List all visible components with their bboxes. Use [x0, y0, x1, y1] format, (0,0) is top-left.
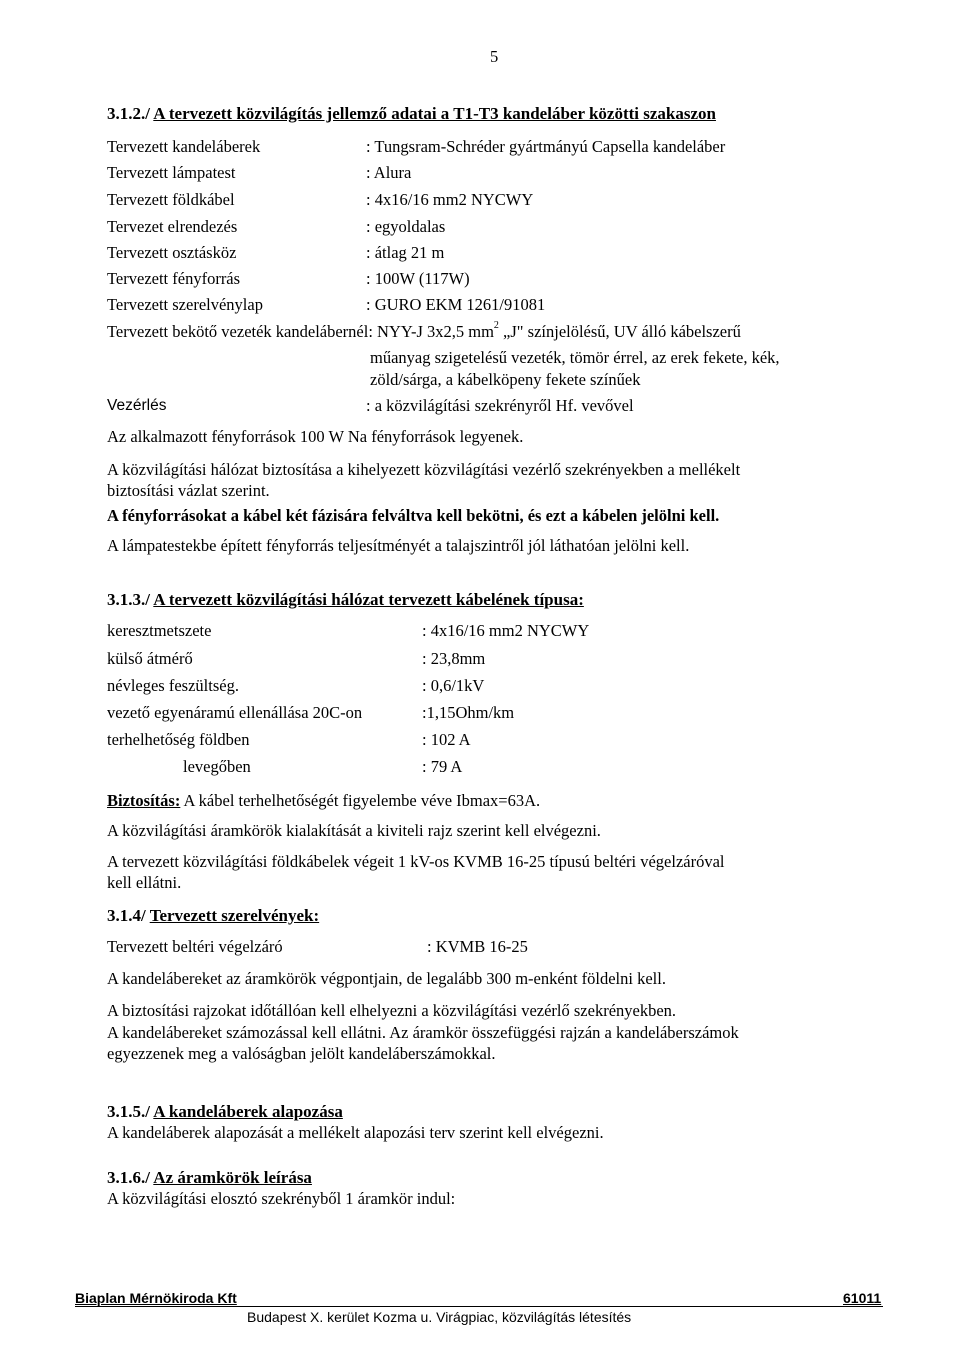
- row-label: külső átmérő: [107, 649, 193, 668]
- section-314-title: Tervezett szerelvények:: [149, 906, 320, 925]
- bekoto-line-3: zöld/sárga, a kábelköpeny fekete színűek: [370, 370, 641, 389]
- paragraph-rajzok: A biztosítási rajzokat időtállóan kell elhelyezni a közvilágítási vezérlő szekrényekben.: [107, 1001, 677, 1020]
- row-value: : 4x16/16 mm2 NYCWY: [422, 621, 590, 640]
- paragraph-aramkorok: A közvilágítási áramkörök kialakítását a kiviteli rajz szerint kell elvégezni.: [107, 821, 601, 840]
- row-label: Tervezett fényforrás: [107, 269, 241, 288]
- row-value: : 100W (117W): [366, 269, 470, 288]
- biztositas-text: A kábel terhelhetőségét figyelembe véve Ibmax=63A.: [180, 791, 541, 810]
- row-label: Tervezett földkábel: [107, 190, 235, 209]
- section-312-heading: [107, 104, 716, 124]
- section-313-title: A tervezett közvilágítási hálózat tervezett kábelének típusa:: [153, 590, 584, 609]
- footer-rule: [75, 1306, 883, 1307]
- paragraph-vegelzaro-1: A tervezett közvilágítási földkábelek végeit 1 kV-os KVMB 16-25 típusú beltéri végelzáróval: [107, 852, 725, 871]
- paragraph-szamozas-2: egyezzenek meg a valóságban jelölt kandeláberszámokkal.: [107, 1044, 496, 1063]
- section-312-number: 3.1.2./: [107, 104, 150, 123]
- paragraph-bekotes-bold: A fényforrásokat a kábel két fázisára felváltva kell bekötni, és ezt a kábelen jelölni kell.: [107, 506, 720, 525]
- paragraph-foldeles: A kandelábereket az áramkörök végpontjain, de legalább 300 m-enként földelni kell.: [107, 969, 666, 988]
- vezerles-label: Vezérlés: [107, 397, 167, 414]
- row-label: Tervezet elrendezés: [107, 217, 238, 236]
- section-315-number: 3.1.5./: [107, 1102, 150, 1121]
- footer-company: Biaplan Mérnökiroda Kft: [75, 1290, 237, 1306]
- bekoto-line-1: [107, 320, 741, 342]
- paragraph-fenyforras: Az alkalmazott fényforrások 100 W Na fényforrások legyenek.: [107, 427, 524, 446]
- row-value: : átlag 21 m: [366, 243, 445, 262]
- paragraph-aramkor-leiras: A közvilágítási elosztó szekrényből 1 áramkör indul:: [107, 1189, 456, 1208]
- paragraph-biztositas-1: A közvilágítási hálózat biztosítása a kihelyezett közvilágítási vezérlő szekrényekben a mellékelt: [107, 460, 741, 479]
- row-label: Tervezett szerelvénylap: [107, 295, 263, 314]
- row-label: keresztmetszete: [107, 621, 212, 640]
- row-label: vezető egyenáramú ellenállása 20C-on: [107, 703, 363, 722]
- row-value: : 23,8mm: [422, 649, 486, 668]
- biztositas-paragraph: [107, 792, 540, 811]
- section-313-number: 3.1.3./: [107, 590, 150, 609]
- paragraph-vegelzaro-2: kell ellátni.: [107, 873, 182, 892]
- row-value: : Tungsram-Schréder gyártmányú Capsella kandeláber: [366, 137, 726, 156]
- row-label: névleges feszültség.: [107, 676, 239, 695]
- paragraph-alapozas: A kandeláberek alapozását a mellékelt alapozási terv szerint kell elvégezni.: [107, 1123, 604, 1142]
- row-value: : 4x16/16 mm2 NYCWY: [366, 190, 534, 209]
- row-label: Tervezett osztásköz: [107, 243, 237, 262]
- paragraph-biztositas-2: biztosítási vázlat szerint.: [107, 481, 270, 500]
- row-value: : 102 A: [422, 730, 471, 749]
- row-label: levegőben: [183, 757, 251, 776]
- row-label: Tervezett lámpatest: [107, 163, 236, 182]
- section-312-title: A tervezett közvilágítás jellemző adatai a T1-T3 kandeláber közötti szakaszon: [153, 104, 716, 123]
- section-316-title: Az áramkörök leírása: [153, 1168, 312, 1187]
- vegelzaro-value: : KVMB 16-25: [427, 937, 528, 956]
- paragraph-szamozas-1: A kandelábereket számozással kell ellátni. Az áramkör összefüggési rajzán a kandeláberszámok: [107, 1023, 739, 1042]
- paragraph-lampatest: A lámpatestekbe épített fényforrás teljesítményét a talajszintről jól láthatóan jelölni kell.: [107, 536, 690, 555]
- bekoto-line-2: műanyag szigetelésű vezeték, tömör érrel, az erek fekete, kék,: [370, 348, 780, 367]
- bekoto-text-b: „J" színjelölésű, UV álló kábelszerű: [498, 322, 741, 341]
- section-315-heading: [107, 1102, 343, 1122]
- section-314-number: 3.1.4/: [107, 906, 146, 925]
- vezerles-value: : a közvilágítási szekrényről Hf. vevővel: [366, 396, 634, 415]
- section-314-heading: [107, 906, 319, 926]
- row-value: : 0,6/1kV: [422, 676, 485, 695]
- row-value: : GURO EKM 1261/91081: [366, 295, 546, 314]
- row-value: : Alura: [366, 163, 412, 182]
- bekoto-superscript: 2: [493, 320, 499, 331]
- row-value: :1,15Ohm/km: [422, 703, 515, 722]
- page-number: 5: [490, 47, 499, 66]
- footer-doc-number: 61011: [843, 1290, 882, 1306]
- row-label: Tervezett kandeláberek: [107, 137, 261, 156]
- vegelzaro-label: Tervezett beltéri végelzáró: [107, 937, 283, 956]
- bekoto-text-a: Tervezett bekötő vezeték kandelábernél: NYY-J 3x2,5 mm: [107, 322, 494, 341]
- biztositas-label: Biztosítás:: [107, 791, 181, 810]
- row-label: terhelhetőség földben: [107, 730, 250, 749]
- section-316-number: 3.1.6./: [107, 1168, 150, 1187]
- section-316-heading: [107, 1168, 312, 1188]
- row-value: : egyoldalas: [366, 217, 446, 236]
- section-313-heading: [107, 590, 584, 610]
- footer-project: Budapest X. kerület Kozma u. Virágpiac, közvilágítás létesítés: [247, 1309, 632, 1325]
- row-value: : 79 A: [422, 757, 463, 776]
- section-315-title: A kandeláberek alapozása: [153, 1102, 343, 1121]
